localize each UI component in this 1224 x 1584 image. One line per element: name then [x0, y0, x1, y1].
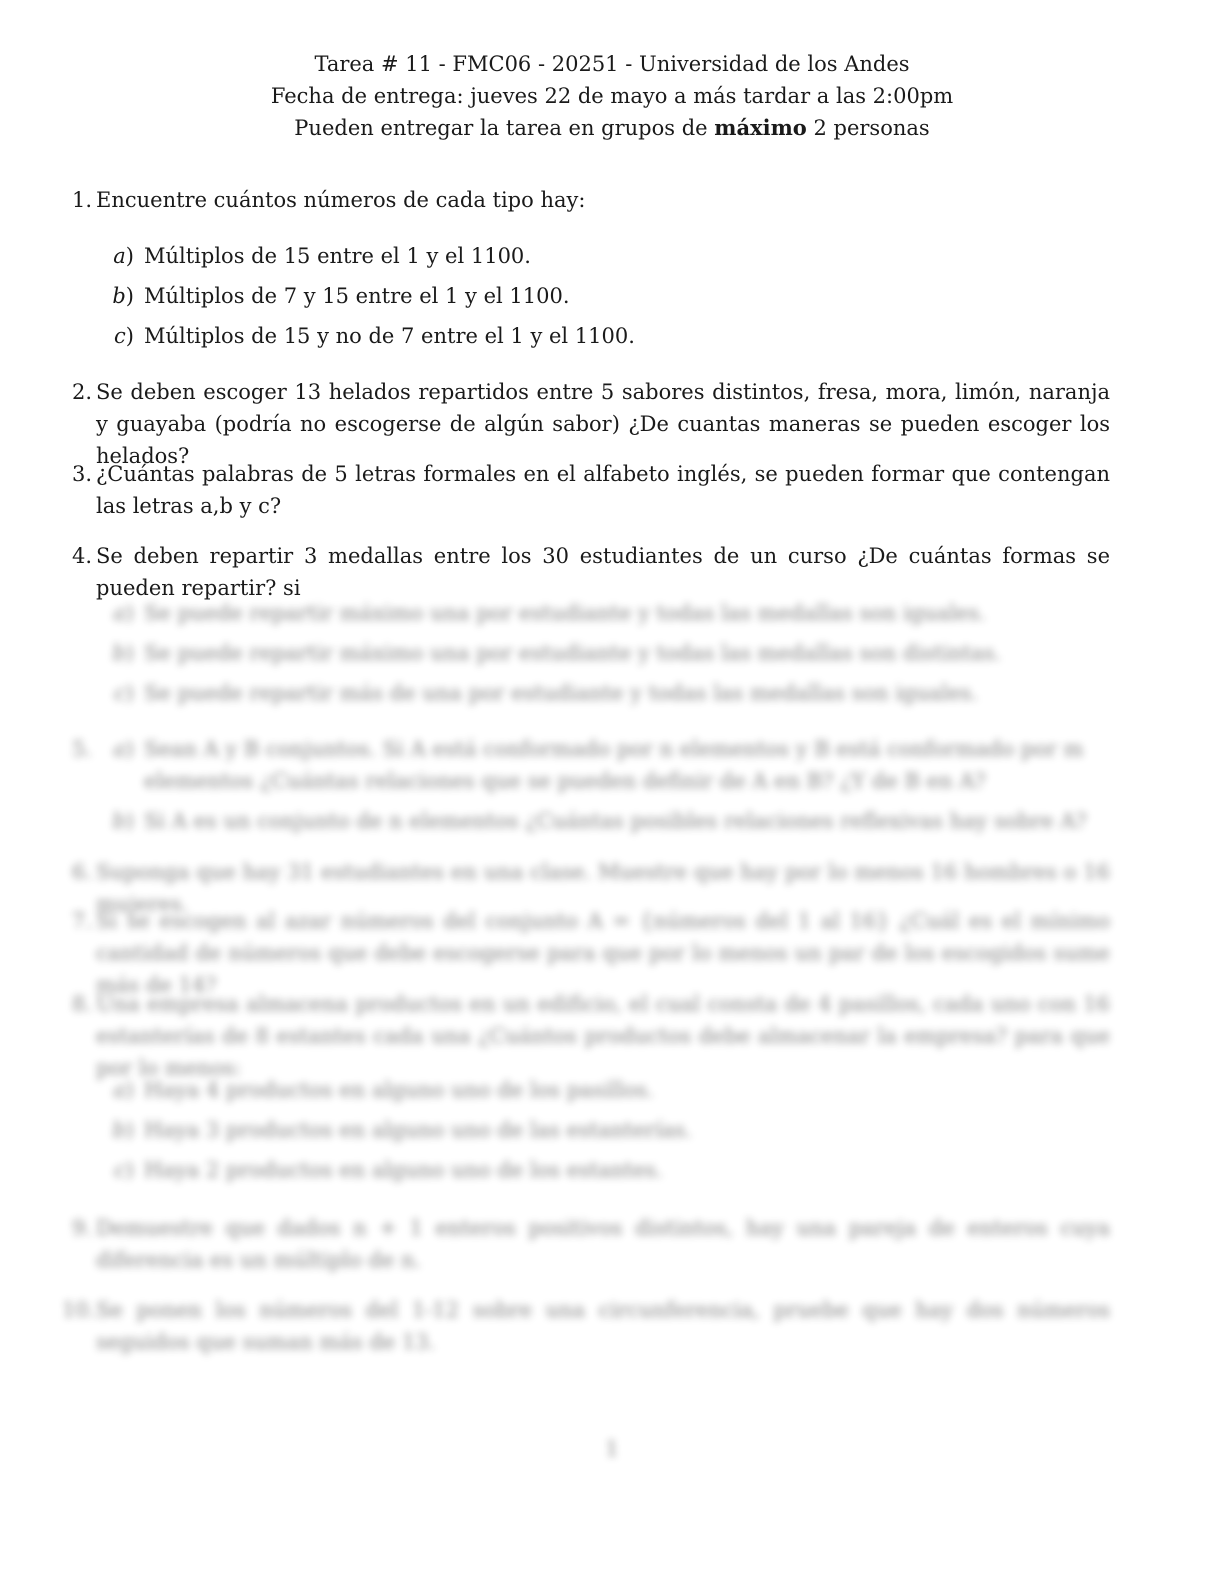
part-text: Se puede repartir más de una por estudiante y todas las medallas son iguales.: [144, 681, 979, 705]
part-label: c): [114, 681, 134, 705]
part-label: c): [114, 324, 134, 348]
problem-number: 10.: [62, 1298, 96, 1322]
problem-3: [62, 458, 1110, 522]
part-label: c): [114, 1158, 134, 1182]
problem-text: ¿Cuántas palabras de 5 letras formales en el alfabeto inglés, se pueden formar que contengan las letras a,b y c?: [96, 462, 1110, 518]
problem-4-part-a: [108, 597, 1108, 629]
problem-text: Encuentre cuántos números de cada tipo hay:: [96, 188, 586, 212]
problem-1-part-b: [108, 280, 1108, 312]
problem-text: Se ponen los números del 1-12 sobre una circunferencia, pruebe que hay dos números seguidos que suman más de 13.: [96, 1298, 1110, 1354]
part-label: a): [113, 737, 134, 761]
problem-1-part-a: [108, 240, 1108, 272]
problem-number: 9.: [71, 1216, 92, 1240]
emphasis-maximo: máximo: [714, 115, 807, 140]
part-text: Múltiplos de 7 y 15 entre el 1 y el 1100.: [144, 284, 570, 308]
page-number: 1: [605, 1437, 619, 1461]
part-text: Sean A y B conjuntos. Si A está conformado por n elementos y B está conformado por m elementos ¿Cuántas relaciones que se pueden definir de A en B? ¿Y de B en A?: [144, 737, 1084, 793]
part-label: b): [112, 641, 134, 665]
problem-number: 8.: [71, 992, 92, 1016]
problem-number: 5.: [71, 737, 92, 761]
problem-1-part-c: [108, 320, 1108, 352]
problem-text: Demuestre que dados n + 1 enteros positivos distintos, hay una pareja de enteros cuya diferencia es un múltiplo de n.: [96, 1216, 1110, 1272]
assignment-header: [0, 48, 1224, 144]
part-text: Haya 3 productos en alguno uno de las estanterías.: [144, 1118, 692, 1142]
part-text: Si A es un conjunto de n elementos ¿Cuántas posibles relaciones reflexivas hay sobre A?: [144, 809, 1087, 833]
problem-8-part-b: [108, 1114, 1108, 1146]
problem-text: Si se escogen al azar números del conjunto A = {números del 1 al 16} ¿Cuál es el mínimo cantidad de números que debe escogerse para que por lo menos un par de los escogidos sume más de 14?: [96, 909, 1110, 997]
part-label: b): [112, 284, 134, 308]
problem-number: 4.: [71, 544, 92, 568]
part-text: Múltiplos de 15 y no de 7 entre el 1 y el 1100.: [144, 324, 635, 348]
part-text: Haya 2 productos en alguno uno de los estantes.: [144, 1158, 663, 1182]
header-group-note: Pueden entregar la tarea en grupos de máximo 2 personas: [294, 115, 930, 140]
problem-10: [62, 1294, 1110, 1358]
problem-text: Una empresa almacena productos en un edificio, el cual consta de 4 pasillos, cada uno con 16 estanterías de 8 estantes cada una ¿Cuántos productos debe almacenar la empresa? para que por lo menos:: [96, 992, 1110, 1080]
problem-5-part-b: [108, 805, 1108, 837]
part-text: Se puede repartir máximo una por estudiante y todas las medallas son distintas.: [144, 641, 1002, 665]
part-text: Se puede repartir máximo una por estudiante y todas las medallas son iguales.: [144, 601, 986, 625]
problem-5-part-a: [108, 733, 1108, 797]
part-text: Múltiplos de 15 entre el 1 y el 1100.: [144, 244, 531, 268]
problem-number: 1.: [71, 188, 92, 212]
problem-number: 3.: [71, 462, 92, 486]
problem-number: 7.: [71, 909, 92, 933]
part-label: b): [112, 809, 134, 833]
problem-8-part-a: [108, 1074, 1108, 1106]
problem-8: [62, 988, 1110, 1084]
part-text: Haya 4 productos en alguno uno de los pasillos.: [144, 1078, 654, 1102]
problem-4-part-c: [108, 677, 1108, 709]
part-label: a): [113, 244, 134, 268]
part-label: a): [113, 1078, 134, 1102]
problem-1: [62, 184, 1110, 216]
header-due-date: Fecha de entrega: jueves 22 de mayo a más tardar a las 2:00pm: [270, 84, 954, 108]
part-label: a): [113, 601, 134, 625]
part-label: b): [112, 1118, 134, 1142]
problem-4: [62, 540, 1110, 604]
problem-text: Suponga que hay 31 estudiantes en una clase. Muestre que hay por lo menos 16 hombres o 16 mujeres.: [96, 860, 1110, 916]
header-title: Tarea # 11 - FMC06 - 20251 - Universidad de los Andes: [314, 52, 910, 76]
problem-8-part-c: [108, 1154, 1108, 1186]
problem-number: 6.: [71, 860, 92, 884]
problem-9: [62, 1212, 1110, 1276]
problem-text: Se deben escoger 13 helados repartidos entre 5 sabores distintos, fresa, mora, limón, naranja y guayaba (podría no escogerse de algún sabor) ¿De cuantas maneras se pueden escoger los helados?: [96, 380, 1110, 468]
problem-4-part-b: [108, 637, 1108, 669]
problem-number: 2.: [71, 380, 92, 404]
problem-7: [62, 905, 1110, 1001]
problem-text: Se deben repartir 3 medallas entre los 30 estudiantes de un curso ¿De cuántas formas se pueden repartir? si: [96, 544, 1110, 600]
